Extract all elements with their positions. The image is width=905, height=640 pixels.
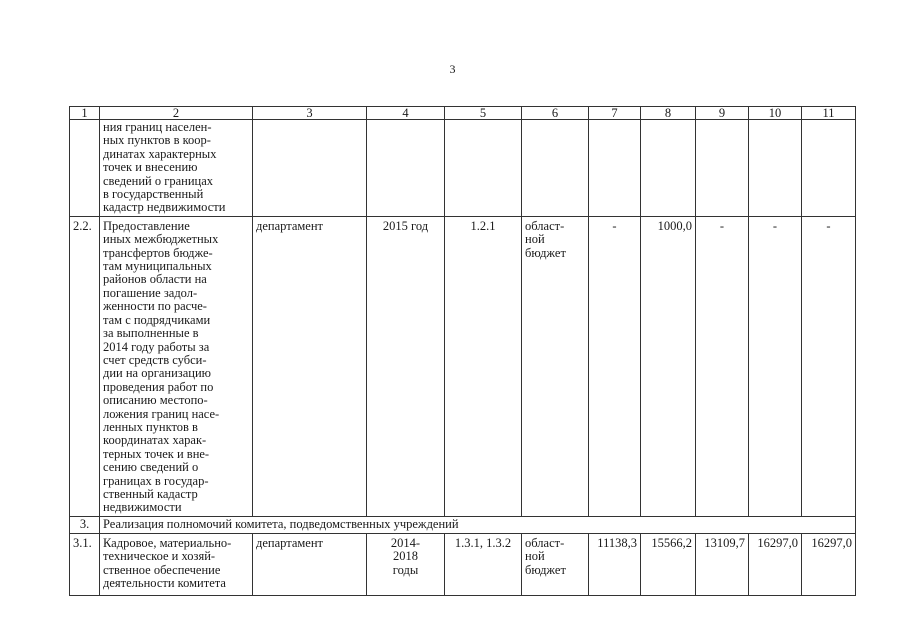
value-cell: 11138,3 xyxy=(589,533,641,595)
header-cell: 7 xyxy=(589,107,641,120)
value-cell: 15566,2 xyxy=(641,533,696,595)
value-cell xyxy=(696,120,749,217)
text-line: погашение задол- xyxy=(103,285,198,300)
header-cell: 4 xyxy=(367,107,445,120)
text-line: кадастр недвижимости xyxy=(103,200,226,215)
text-line: в государственный xyxy=(103,187,204,202)
activity-text-cell xyxy=(100,533,253,595)
executor-cell xyxy=(253,120,367,217)
text-line: деятельности комитета xyxy=(103,576,226,591)
text-line: терных точек и вне- xyxy=(103,446,210,461)
text-line: 2014- xyxy=(390,535,421,550)
header-cell: 2 xyxy=(100,107,253,120)
text-line: техническое и хозяй- xyxy=(103,549,216,564)
row-number-cell: 2.2. xyxy=(70,216,100,516)
section-number-cell: 3. xyxy=(70,516,100,533)
row-number-cell xyxy=(70,120,100,217)
header-cell: 9 xyxy=(696,107,749,120)
text-line: годы xyxy=(392,562,419,577)
value-cell: - xyxy=(589,216,641,516)
text-line: област- xyxy=(525,218,565,233)
source-cell xyxy=(522,120,589,217)
text-line: ложения границ насе- xyxy=(103,406,220,421)
text-line: бюджет xyxy=(525,562,566,577)
text-line: ственный кадастр xyxy=(103,486,198,501)
value-cell xyxy=(802,120,856,217)
source-cell xyxy=(522,533,589,595)
row-number-cell: 3.1. xyxy=(70,533,100,595)
header-cell: 10 xyxy=(749,107,802,120)
table-row-3-1 xyxy=(70,533,856,595)
text-line: 2018 xyxy=(393,549,418,564)
text-line: описанию местопо- xyxy=(103,393,208,408)
text-line: ной xyxy=(525,549,545,564)
value-cell xyxy=(641,120,696,217)
value-cell: - xyxy=(749,216,802,516)
code-cell: 1.2.1 xyxy=(445,216,522,516)
executor-cell: департамент xyxy=(253,216,367,516)
activity-text-cell xyxy=(100,120,253,217)
text-line: иных межбюджетных xyxy=(103,232,219,247)
header-cell: 6 xyxy=(522,107,589,120)
value-cell: - xyxy=(802,216,856,516)
text-line: област- xyxy=(525,535,565,550)
period-cell xyxy=(367,533,445,595)
period-cell xyxy=(367,120,445,217)
text-line: за выполненные в xyxy=(103,326,199,341)
value-cell xyxy=(589,120,641,217)
text-line: трансфертов бюдже- xyxy=(103,245,213,260)
text-line: Предоставление xyxy=(103,218,190,233)
value-cell: 13109,7 xyxy=(696,533,749,595)
header-cell: 1 xyxy=(70,107,100,120)
text-line: женности по расче- xyxy=(103,299,207,314)
text-line: координатах харак- xyxy=(103,433,207,448)
text-line: сению сведений о xyxy=(103,460,199,475)
value-cell: 1000,0 xyxy=(641,216,696,516)
text-line: ной xyxy=(525,232,545,247)
code-cell: 1.3.1, 1.3.2 xyxy=(445,533,522,595)
source-cell xyxy=(522,216,589,516)
program-table xyxy=(69,106,856,596)
header-cell: 5 xyxy=(445,107,522,120)
table-row-2-2 xyxy=(70,216,856,516)
header-cell: 8 xyxy=(641,107,696,120)
executor-cell: департамент xyxy=(253,533,367,595)
text-line: точек и внесению xyxy=(103,160,198,175)
text-line: сведений о границах xyxy=(103,173,214,188)
table-row-continuation xyxy=(70,120,856,217)
text-line: ственное обеспечение xyxy=(103,562,221,577)
text-line: динатах характерных xyxy=(103,146,217,161)
period-cell: 2015 год xyxy=(367,216,445,516)
text-line: счет средств субси- xyxy=(103,352,207,367)
text-line: дии на организацию xyxy=(103,366,211,381)
text-line: проведения работ по xyxy=(103,379,214,394)
page-number: 3 xyxy=(449,62,456,76)
value-cell xyxy=(749,120,802,217)
section-header-row xyxy=(70,516,856,533)
text-line: там с подрядчиками xyxy=(103,312,211,327)
text-line: недвижимости xyxy=(103,500,182,515)
text-line: ных пунктов в коор- xyxy=(103,133,211,148)
text-line: бюджет xyxy=(525,245,566,260)
text-line: 2014 году работы за xyxy=(103,339,210,354)
text-line: там муниципальных xyxy=(103,259,212,274)
text-line: Кадровое, материально- xyxy=(103,535,232,550)
activity-text-cell xyxy=(100,216,253,516)
value-cell: 16297,0 xyxy=(802,533,856,595)
header-cell: 3 xyxy=(253,107,367,120)
value-cell: - xyxy=(696,216,749,516)
value-cell: 16297,0 xyxy=(749,533,802,595)
text-line: районов области на xyxy=(103,272,207,287)
table-header-row xyxy=(70,107,856,120)
code-cell xyxy=(445,120,522,217)
text-line: ния границ населен- xyxy=(103,120,212,134)
header-cell: 11 xyxy=(802,107,856,120)
text-line: границах в государ- xyxy=(103,473,209,488)
text-line: ленных пунктов в xyxy=(103,419,198,434)
section-title-cell: Реализация полномочий комитета, подведомственных учреждений xyxy=(100,516,856,533)
